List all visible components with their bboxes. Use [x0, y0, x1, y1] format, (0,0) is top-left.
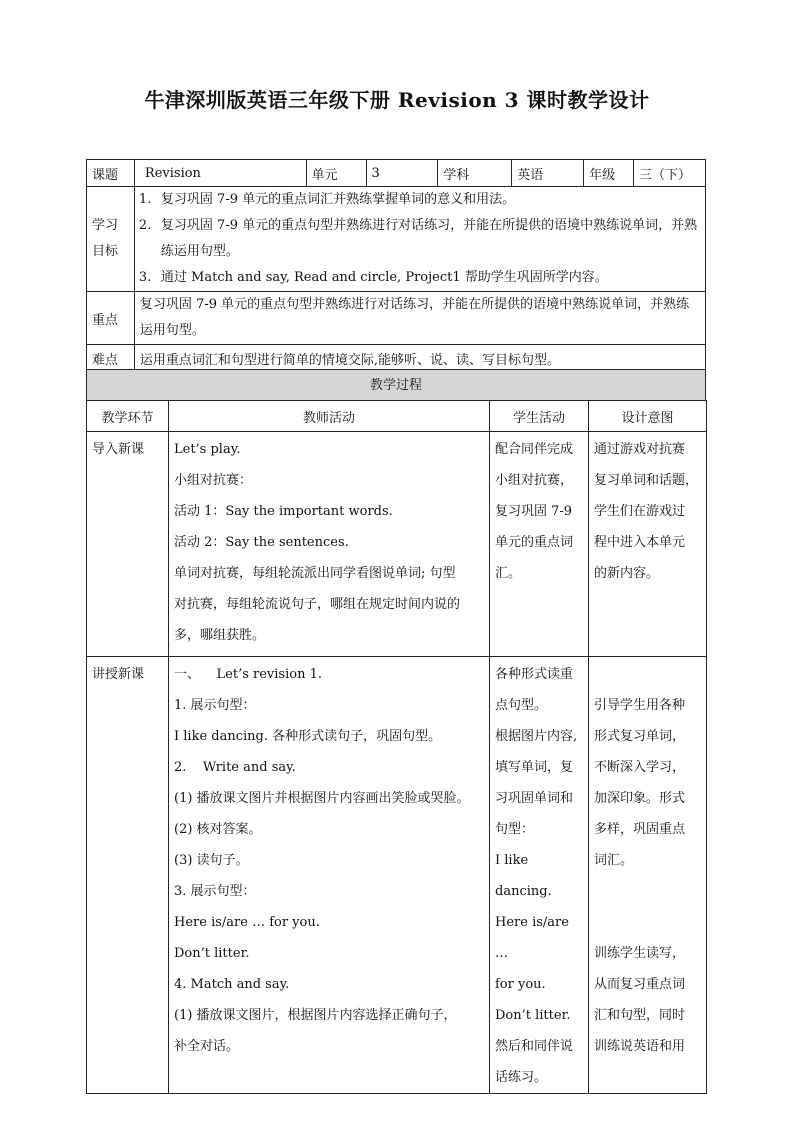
- teacher-line: 活动 2：Say the sentences.: [174, 535, 349, 550]
- objective-item: [139, 187, 700, 213]
- intent-line: [594, 876, 701, 907]
- student-line: 汇。: [495, 566, 522, 581]
- intent-line: [594, 907, 701, 938]
- header-student: 学生活动: [490, 401, 589, 432]
- difficulties-text: 运用重点词汇和句型进行简单的情境交际,能够听、说、读、写目标句型。: [134, 345, 705, 372]
- teacher-line: 对抗赛，每组轮流说句子，哪组在规定时间内说的: [174, 597, 461, 612]
- objectives-list: [134, 187, 705, 292]
- difficulties-label: 难点: [87, 345, 135, 372]
- teacher-line: 补全对话。: [174, 1039, 240, 1054]
- teacher-activity-cell: [169, 657, 490, 1094]
- teacher-line: 单词对抗赛，每组轮流派出同学看图说单词; 句型: [174, 566, 456, 581]
- student-line: Here is/are …: [495, 915, 569, 961]
- header-teacher: 教师活动: [169, 401, 490, 432]
- header-intent: 设计意图: [589, 401, 707, 432]
- objective-number: 2.: [138, 218, 152, 233]
- key-points-label: 重点: [87, 292, 135, 345]
- student-line: 然后和同伴说: [495, 1039, 574, 1054]
- student-activity-cell: [490, 432, 589, 657]
- teacher-line: 活动 1：Say the important words.: [174, 504, 393, 519]
- student-line: 各种形式读重: [495, 667, 574, 682]
- objective-text: 复习巩固 7-9 单元的重点句型并熟练进行对话练习，并能在所提供的语境中熟练说单词，并熟练运用句型。: [160, 218, 698, 259]
- grade-label: 年级: [584, 160, 634, 187]
- teaching-process-header: 教学过程: [86, 369, 706, 400]
- intent-line: 引导学生用各种: [594, 698, 686, 713]
- intent-line: 词汇。: [594, 853, 634, 868]
- student-line: 配合同伴完成: [495, 442, 574, 457]
- intent-line: 训练说英语和用: [594, 1039, 686, 1054]
- intent-line: 加深印象。形式: [594, 791, 686, 806]
- topic-label: 课题: [87, 160, 135, 187]
- objective-text: 复习巩固 7-9 单元的重点词汇并熟练掌握单词的意义和用法。: [160, 192, 516, 207]
- teacher-line: 多，哪组获胜。: [174, 628, 266, 643]
- student-line: 习巩固单词和: [495, 791, 574, 806]
- header-stage: 教学环节: [87, 401, 169, 432]
- subject-value: 英语: [512, 160, 584, 187]
- teacher-line: 小组对抗赛：: [174, 473, 253, 488]
- student-line: 句型：: [495, 822, 535, 837]
- intent-line: 复习单词和话题，: [594, 473, 699, 488]
- student-line: 单元的重点词: [495, 535, 574, 550]
- student-line: 小组对抗赛，: [495, 473, 574, 488]
- objectives-label: [87, 187, 135, 292]
- student-line: 复习巩固 7-9: [495, 504, 573, 519]
- teacher-line: Let’s play.: [174, 442, 241, 457]
- teacher-line: 一、 Let’s revision 1.: [174, 667, 322, 682]
- intent-line: 通过游戏对抗赛: [594, 442, 686, 457]
- student-line: 根据图片内容,: [495, 729, 578, 744]
- objective-text: 通过 Match and say, Read and circle, Project1 帮助学生巩固所学内容。: [160, 270, 608, 285]
- grade-value: 三（下）: [634, 160, 706, 187]
- process-row-new-lesson: [87, 657, 707, 1094]
- objective-number: 3.: [138, 270, 152, 285]
- intent-line: 学生们在游戏过: [594, 504, 686, 519]
- intent-line: 的新内容。: [594, 566, 660, 581]
- unit-label: 单元: [306, 160, 366, 187]
- objective-number: 1.: [138, 192, 152, 207]
- design-intent-cell: [589, 432, 707, 657]
- student-line: 话练习。: [495, 1070, 548, 1085]
- teacher-line: Don’t litter.: [174, 946, 250, 961]
- teaching-process-table: [86, 400, 707, 1094]
- student-line: I like dancing.: [495, 853, 552, 899]
- course-info-table: [86, 159, 706, 372]
- stage-cell: 讲授新课: [87, 657, 169, 1094]
- teacher-activity-cell: [169, 432, 490, 657]
- objectives-label-line1: 学习: [92, 218, 119, 233]
- document-title: 牛津深圳版英语三年级下册 Revision 3 课时教学设计: [144, 88, 650, 112]
- objective-item: [139, 213, 700, 265]
- topic-value: Revision: [134, 160, 306, 187]
- design-intent-cell: [589, 657, 707, 1094]
- teacher-line: 1. 展示句型：: [174, 698, 256, 713]
- teacher-line: (1) 播放课文图片并根据图片内容画出笑脸或哭脸。: [174, 791, 470, 806]
- teacher-line: (3) 读句子。: [174, 853, 249, 868]
- objective-item: [139, 265, 700, 291]
- objectives-label-line2: 目标: [92, 244, 119, 259]
- teacher-line: (2) 核对答案。: [174, 822, 262, 837]
- teacher-line: (1) 播放课文图片，根据图片内容选择正确句子，: [174, 1008, 457, 1023]
- student-line: 点句型。: [495, 698, 548, 713]
- unit-value: 3: [366, 160, 438, 187]
- intent-line: 程中进入本单元: [594, 535, 686, 550]
- teacher-line: 4. Match and say.: [174, 977, 290, 992]
- process-row-intro: [87, 432, 707, 657]
- teacher-line: 3. 展示句型：: [174, 884, 256, 899]
- student-line: 填写单词，复: [495, 760, 574, 775]
- student-activity-cell: [490, 657, 589, 1094]
- intent-line: 形式复习单词，: [594, 729, 686, 744]
- teacher-line: Here is/are … for you.: [174, 915, 320, 930]
- key-points-text: 复习巩固 7-9 单元的重点句型并熟练进行对话练习，并能在所提供的语境中熟练说单词，并熟练运用句型。: [134, 292, 705, 345]
- student-line: Don’t litter.: [495, 1008, 571, 1023]
- stage-cell: 导入新课: [87, 432, 169, 657]
- intent-line: 多样，巩固重点: [594, 822, 686, 837]
- student-line: for you.: [495, 977, 546, 992]
- teacher-line: I like dancing. 各种形式读句子，巩固句型。: [174, 729, 442, 744]
- subject-label: 学科: [438, 160, 512, 187]
- intent-line: 训练学生读写，: [594, 946, 686, 961]
- intent-line: 汇和句型，同时: [594, 1008, 686, 1023]
- intent-line: 从而复习重点词: [594, 977, 686, 992]
- process-header-row: [87, 401, 707, 432]
- teacher-line: 2. Write and say.: [174, 760, 296, 775]
- intent-line: 不断深入学习，: [594, 760, 686, 775]
- intent-line: [594, 659, 701, 690]
